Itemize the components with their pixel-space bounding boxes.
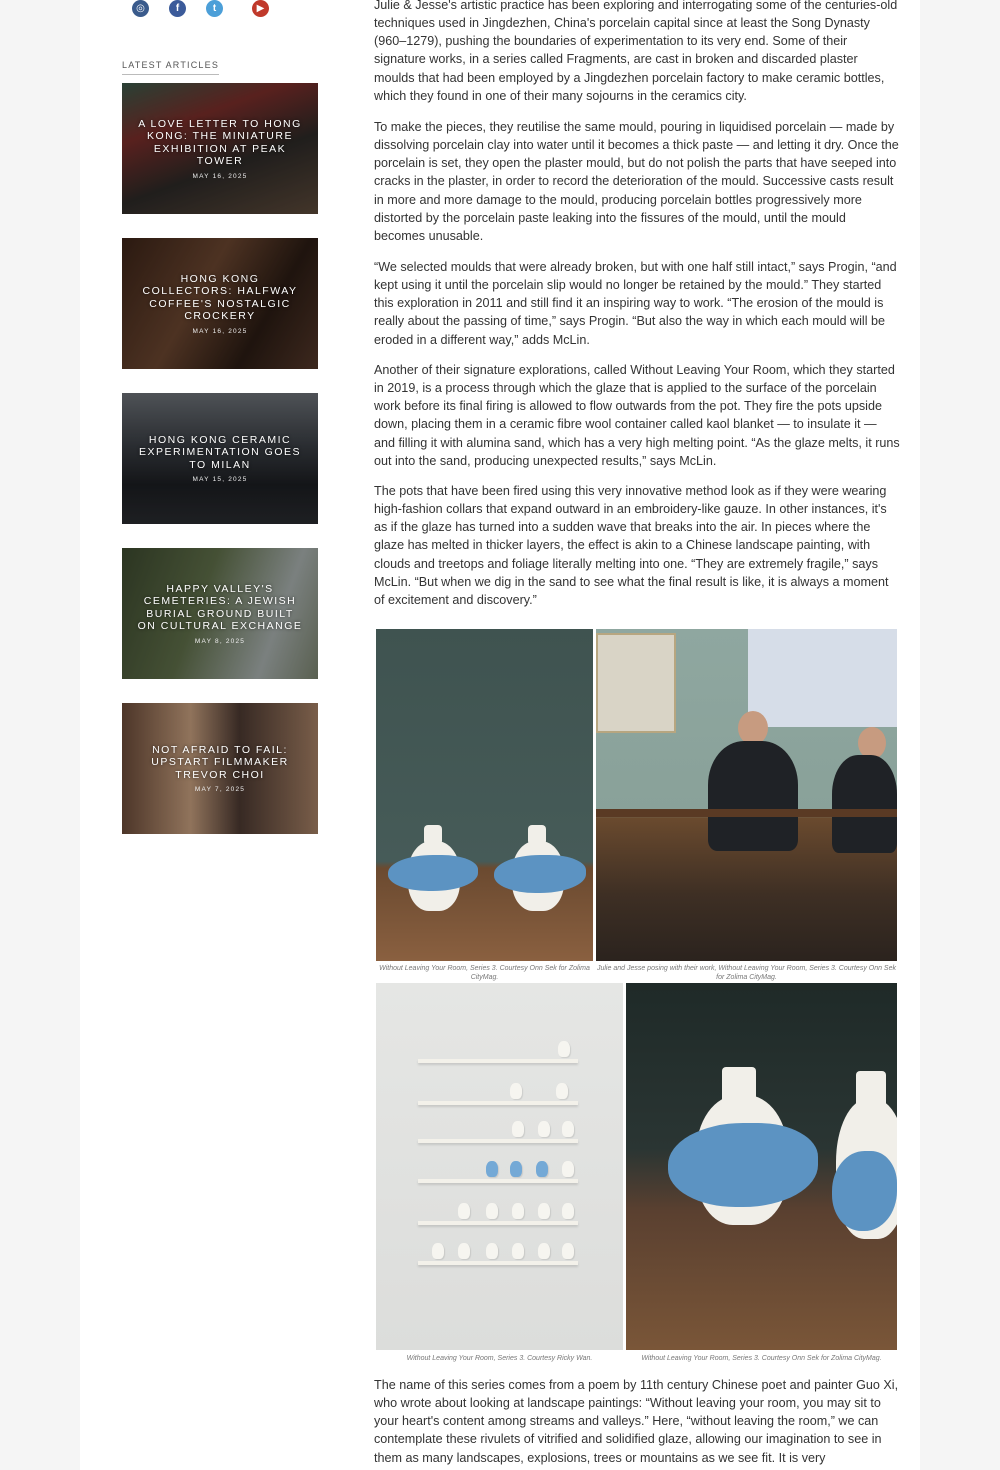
mini-vase [458,1243,470,1259]
article-paragraph: The pots that have been fired using this very innovative method look as if they were wearing high-fashion collars that expand outward in an embroidery-like gauze. In other instances, it's as if the glaze has turned into a sudden wave that breaks into the air. In pieces where the glaze has melted in thicker layers, the effect is akin to a Chinese landscape painting, with clouds and treetops and foliage literally melting into one. “They are extremely fragile,” says McLin. “But when we dig in the sand to see what the final result is like, it is always a moment of excitement and discovery.” [374,484,889,607]
mini-vase [558,1041,570,1057]
photo-shelf-display[interactable] [376,983,623,1350]
mini-vase-blue [536,1161,548,1177]
article-paragraph: “We selected moulds that were already broken, but with one half still intact,” says Progin, “and kept using it until the porcelain slip would no longer be retained by the mould.” They started this exploration in 2011 and still find it an inspiring way to work. “The erosion of the mould is really about the passing of time,” says Progin. “But also the way in which each mould will be eroded in a different way,” adds McLin. [374,260,897,347]
latest-article-date: MAY 15, 2025 [192,476,248,484]
mini-vase [486,1243,498,1259]
latest-article-date: MAY 7, 2025 [194,786,246,794]
article-paragraph: To make the pieces, they reutilise the same mould, pouring in liquidised porcelain — made by dissolving porcelain clay into water until it becomes a thick paste — and letting it dry. Once the porcelain is set, they open the plaster mould, but do not polish the parts that have seeped into cracks in the plaster, in order to record the deterioration of the mould. Successive casts result in more and more damage to the mould, producing porcelain bottles progressively more distorted by the porcelain paste leaking into the fissures of the mould, until the mould becomes unusable. [374,120,899,243]
mini-vase [562,1203,574,1219]
mini-vase [538,1121,550,1137]
photo-caption: Without Leaving Your Room, Series 3. Courtesy Onn Sek for Zolima CityMag. [379,965,590,981]
mini-vase [512,1121,524,1137]
instagram-icon[interactable]: ◎ [132,0,149,17]
photo-caption: Julie and Jesse posing with their work, Without Leaving Your Room, Series 3. Courtesy Onn Sek for Zolima CityMag. [596,965,896,981]
latest-article-title[interactable]: HAPPY VALLEY'S CEMETERIES: A JEWISH BURIAL GROUND BUILT ON CULTURAL EXCHANGE [137,582,303,632]
mini-vase [538,1243,550,1259]
latest-article-card[interactable] [122,393,318,524]
shelf [418,1101,578,1105]
glaze-collar [668,1123,818,1207]
shelf [418,1179,578,1183]
social-links [130,0,270,18]
mini-vase [486,1203,498,1219]
latest-article-date: MAY 16, 2025 [192,327,248,335]
facebook-icon[interactable]: f [169,0,186,17]
youtube-icon[interactable]: ▶ [252,0,269,17]
photo-vases-closeup[interactable] [376,629,593,961]
mini-vase [510,1083,522,1099]
shelf [418,1221,578,1225]
mini-vase [562,1243,574,1259]
mini-vase-blue [486,1161,498,1177]
photo-vase-detail[interactable] [626,983,897,1350]
mini-vase [512,1243,524,1259]
mini-vase [538,1203,550,1219]
photo-artists-portrait[interactable] [596,629,897,961]
latest-article-title[interactable]: A LOVE LETTER TO HONG KONG: THE MINIATURE EXHIBITION AT PEAK TOWER [138,117,302,167]
latest-article-date: MAY 16, 2025 [192,172,248,180]
twitter-icon[interactable]: t [206,0,223,17]
shelf [418,1059,578,1063]
mini-vase [556,1083,568,1099]
article-paragraph: The name of this series comes from a poem by 11th century Chinese poet and painter Guo Xi, who wrote about looking at landscape paintings: “Without leaving your room, you may sit to your heart's content among streams and valleys.” Here, “without leaving the room,” we can contemplate these rivulets of vitrified and solidified glaze, allowing our imagination to see in them as many landscapes, explosions, trees or mountains as we see fit. It is very [374,1378,899,1465]
mini-vase [458,1203,470,1219]
latest-articles-heading: LATEST ARTICLES [122,60,219,75]
person [832,755,897,853]
photo-caption: Without Leaving Your Room, Series 3. Courtesy Ricky Wan. [406,1355,593,1362]
poster [748,629,897,727]
glaze-collar [388,855,478,891]
table [596,809,897,817]
latest-article-card[interactable] [122,548,318,679]
latest-article-title[interactable]: HONG KONG COLLECTORS: HALFWAY COFFEE'S NOSTALGIC CROCKERY [142,272,298,322]
mini-vase-blue [510,1161,522,1177]
latest-article-card[interactable] [122,83,318,214]
person [708,741,798,851]
mini-vase [512,1203,524,1219]
shelf [418,1261,578,1265]
photo-caption: Without Leaving Your Room, Series 3. Courtesy Onn Sek for Zolima CityMag. [641,1355,882,1362]
latest-article-card[interactable] [122,703,318,834]
latest-article-date: MAY 8, 2025 [194,637,246,645]
mini-vase [562,1161,574,1177]
glaze-collar [494,855,586,893]
article-paragraph: Julie & Jesse's artistic practice has been exploring and interrogating some of the centuries-old techniques used in Jingdezhen, China's porcelain capital since at least the Song Dynasty (960–1279), pushing the boundaries of experimentation to its very end. Some of their signature works, in a series called Fragments, are cast in broken and discarded plaster moulds that had been employed by a Jingdezhen porcelain factory to make ceramic bottles, which they found in one of their many sojourns in the ceramics city. [374,0,898,103]
artwork-frame [596,633,676,733]
glaze-collar [832,1151,897,1231]
latest-article-title[interactable]: HONG KONG CERAMIC EXPERIMENTATION GOES TO MILAN [138,433,302,471]
mini-vase [432,1243,444,1259]
person-head [738,711,768,745]
article-paragraph: Another of their signature explorations, called Without Leaving Your Room, which they started in 2019, is a process through which the glaze that is applied to the surface of the porcelain work before its final firing is allowed to flow outwards from the pot. They fire the pots upside down, placing them in a ceramic fibre wool container called kaol blanket — to insulate it — and filling it with alumina sand, which has a very high melting point. “As the glaze melts, it runs out into the sand, producing unexpected results,” says McLin. [374,363,900,468]
latest-article-card[interactable] [122,238,318,369]
shelf [418,1139,578,1143]
mini-vase [562,1121,574,1137]
latest-article-title[interactable]: NOT AFRAID TO FAIL: UPSTART FILMMAKER TREVOR CHOI [151,743,289,781]
